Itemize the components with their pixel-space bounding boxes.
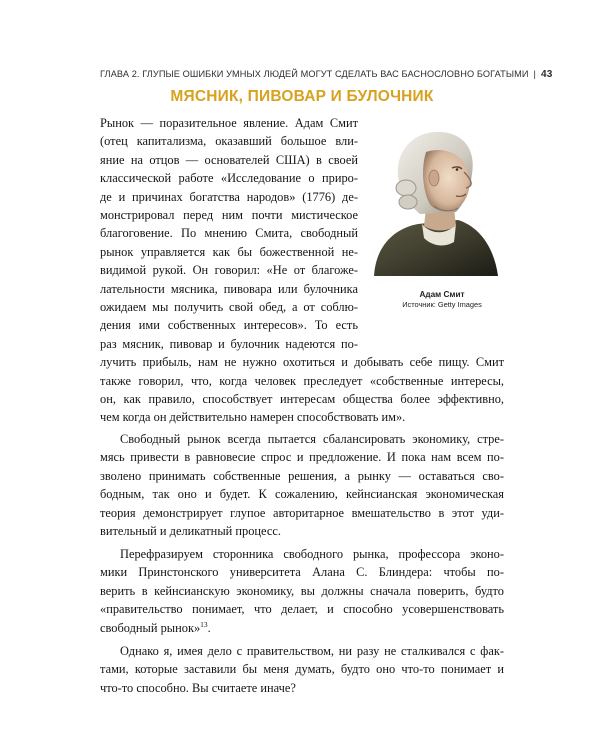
- text-line: яние на отцов — основателей США) в своей: [100, 152, 358, 167]
- paragraph-4: [100, 642, 504, 697]
- text-line: мясь привести в равновесие спрос и предложение. И пока нам всем по-: [100, 450, 504, 465]
- text-line: вительный и деликатный процесс.: [100, 523, 281, 538]
- footnote-reference[interactable]: 13: [200, 619, 208, 629]
- text-line: он, как правило, способствует интересам общества более эффективно,: [100, 391, 504, 406]
- text-line: де и причинах богатства народов» (1776) де-: [100, 189, 358, 204]
- text-line: лучить прибыль, нам не нужно охотиться и добывать себе пищу. Смит: [100, 355, 504, 370]
- header-separator: |: [533, 69, 537, 79]
- paragraph-1-narrow: [100, 114, 358, 335]
- portrait-image: [360, 116, 500, 276]
- caption-name: Адам Смит: [419, 290, 465, 299]
- text-line: рынок управляется как бы божественной не-: [100, 244, 358, 259]
- page-number: 43: [541, 68, 553, 80]
- text-line: лательности мясника, пивовара или булочника: [100, 281, 358, 296]
- text-line: Свободный рынок всегда пытается сбалансировать экономику, стре-: [120, 432, 504, 446]
- text-line: (отец капитализма, оказавший большое вли-: [100, 134, 358, 149]
- text-line: чем когда он действительно намерен способствовать им».: [100, 410, 406, 425]
- running-header: [100, 66, 553, 82]
- text-line: монстрировал перед ним почти мистическое: [100, 207, 358, 222]
- text-line: тами, которые заставили бы меня думать, будто оно что-то понимает и: [100, 662, 504, 677]
- text-fragment: свободный рынок»: [100, 620, 201, 635]
- text-line: раз мясник, пивовар и булочник надеются по-: [100, 336, 358, 351]
- text-line: классической работе «Исследование о приро-: [100, 171, 358, 186]
- text-line: дения ими собственных интересов». То есть: [100, 318, 358, 333]
- paragraph-2: [100, 430, 504, 540]
- figure-caption: [380, 290, 504, 310]
- text-line: верить в кейнсианскую экономику, вы должны сначала поверить, будто: [100, 583, 504, 598]
- text-line: также говорил, что, когда человек преследует «собственные интересы,: [100, 373, 504, 388]
- text-line: ожидаем мы получить свой обед, а от соблю-: [100, 299, 358, 314]
- text-line: зволено принимать собственные решения, а рынку — оставаться сво-: [100, 468, 504, 483]
- text-line: «правительство понимает, что делает, и способно усовершенствовать: [100, 602, 504, 617]
- text-line: теория демонстрирует глупое авторитарное вмешательство в этот уди-: [100, 505, 504, 520]
- section-title: МЯСНИК, ПИВОВАР И БУЛОЧНИК: [170, 88, 434, 105]
- paragraph-1-wide: [100, 335, 504, 427]
- text-line: благоговение. По мнению Смита, свободный: [100, 226, 358, 241]
- text-line: видимой рукой. Он говорил: «Не от благоже-: [100, 263, 358, 278]
- text-line: Однако я, имея дело с правительством, ни разу не сталкивался с фак-: [120, 644, 504, 658]
- text-fragment: .: [207, 620, 211, 635]
- text-line: мики Принстонского университета Алана С. Блиндера: чтобы по-: [100, 565, 504, 580]
- text-line: Рынок — поразительное явление. Адам Смит: [100, 116, 358, 130]
- text-line: Перефразируем сторонника свободного рынка, профессора эконо-: [120, 547, 504, 561]
- portrait-figure: [360, 116, 500, 276]
- paragraph-3: [100, 545, 504, 637]
- chapter-title: ГЛАВА 2. ГЛУПЫЕ ОШИБКИ УМНЫХ ЛЮДЕЙ МОГУТ СДЕЛАТЬ ВАС БАСНОСЛОВНО БОГАТЫМИ: [100, 69, 529, 79]
- text-line: что-то способно. Вы считаете иначе?: [100, 680, 296, 695]
- text-line: бодным, так оно и будет. К сожалению, кейнсианская экономическая: [100, 487, 504, 502]
- text-line-with-footnote: [100, 619, 504, 637]
- caption-source: Источник: Getty Images: [402, 300, 482, 309]
